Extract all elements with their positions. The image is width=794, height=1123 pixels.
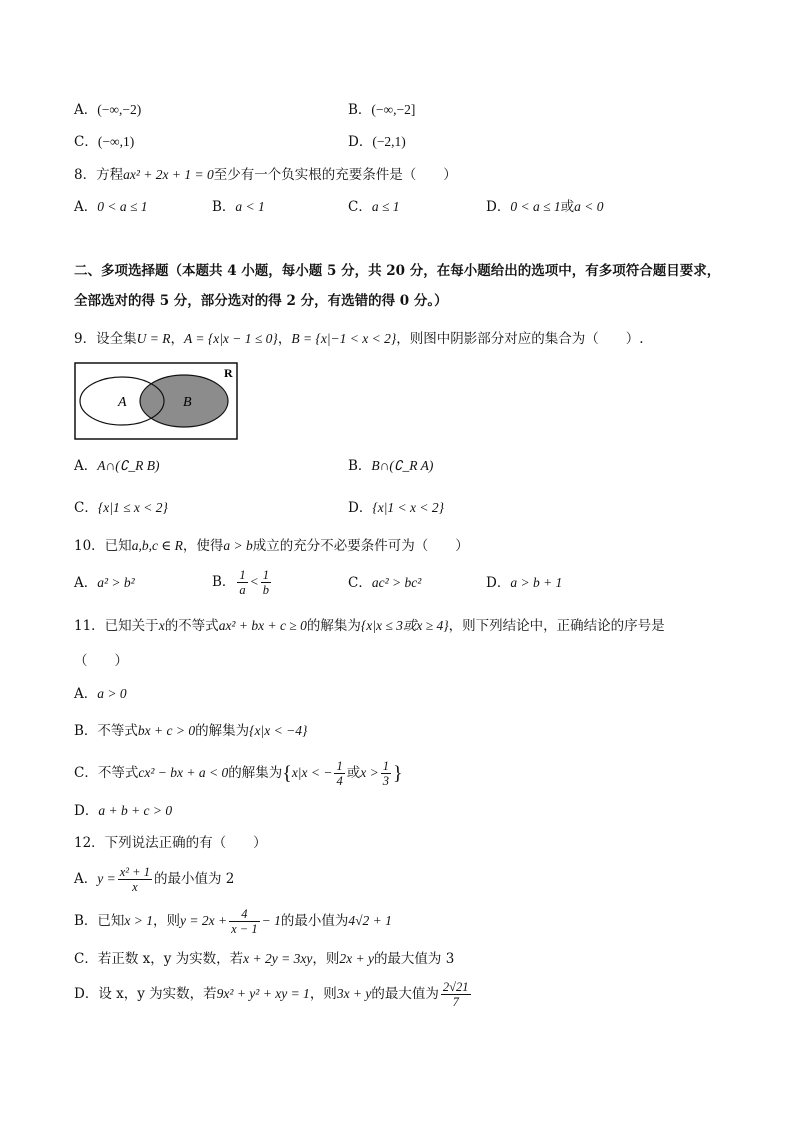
venn-label-r: R xyxy=(224,366,233,380)
q11-option-a: A．a > 0 xyxy=(74,686,127,702)
q11-paren: （ ） xyxy=(74,653,128,669)
q10-option-d: D．a > b + 1 xyxy=(486,575,563,591)
q12-option-d: D．设 x，y 为实数，若9x² + y² + xy = 1，则3x + y的最大值为 $\frac{2√21}{7}$ xyxy=(74,980,469,1009)
q9-option-a: A．A∩(∁_R B) xyxy=(74,458,160,474)
q12-option-a: A．y = $\frac{\text{x² + 1}}{x}$ 的最小值为 2 xyxy=(74,865,235,894)
section-2-heading-line2: 全部选对的得 5 分，部分选对的得 2 分，有选错的得 0 分。） xyxy=(74,293,448,309)
q9-option-c: C．{x|1 ≤ x < 2} xyxy=(74,500,168,516)
q7-option-b: B．(−∞,−2] xyxy=(348,102,416,118)
q9-option-d: D．{x|1 < x < 2} xyxy=(348,500,445,516)
q9-stem: 9．设全集U = R，A = {x|x − 1 ≤ 0}，B = {x|−1 < x < 2}，则图中阴影部分对应的集合为（ ）. xyxy=(74,331,644,347)
q8-option-a: A．0 < a ≤ 1 xyxy=(74,199,148,215)
q12-option-c: C．若正数 x，y 为实数，若x + 2y = 3xy，则2x + y的最大值为 3 xyxy=(74,951,455,967)
q7-option-a: A．(−∞,−2) xyxy=(74,102,142,118)
venn-label-b: B xyxy=(183,395,192,410)
q9-option-b: B．B∩(∁_R A) xyxy=(348,458,434,474)
q8-stem: 8．方程ax² + 2x + 1 = 0至少有一个负实根的充要条件是（ ） xyxy=(74,167,457,183)
section-2-heading-line1: 二、多项选择题（本题共 4 小题，每小题 5 分，共 20 分，在每小题给出的选项中，有多项符合题目要求， xyxy=(74,263,721,279)
q11-option-b: B．不等式bx + c > 0的解集为{x|x < −4} xyxy=(74,723,308,739)
q11-option-d: D．a + b + c > 0 xyxy=(74,803,173,819)
q11-stem: 11．已知关于x的不等式ax² + bx + c ≥ 0的解集为{x|x ≤ 3或x ≥ 4}，则下列结论中，正确结论的序号是 xyxy=(74,618,665,634)
q8-option-c: C．a ≤ 1 xyxy=(348,199,400,215)
venn-diagram xyxy=(74,362,240,442)
q10-option-a: A．a² > b² xyxy=(74,575,135,591)
q8-option-b: B．a < 1 xyxy=(212,199,265,215)
q12-option-b: B．已知x > 1，则y = 2x + $\frac{4}{x - 1}$ − 1的最小值为4√2 + 1 xyxy=(74,907,392,936)
q10-option-c: C．ac² > bc² xyxy=(348,575,422,591)
q7-option-c: C．(−∞,1) xyxy=(74,134,135,150)
q11-option-c: C．不等式cx² − bx + a < 0的解集为{x|x < − $\frac{1}{4}$ 或x > $\frac{1}{3}$ } xyxy=(74,759,403,788)
venn-label-a: A xyxy=(118,395,127,410)
q10-option-b: B． $\frac{1}{a}$ < $\frac{1}{b}$ xyxy=(212,568,270,597)
q10-stem: 10．已知a,b,c ∈ R，使得a > b成立的充分不必要条件可为（ ） xyxy=(74,538,469,554)
q7-option-d: D．(−2,1) xyxy=(348,134,406,150)
q8-option-d: D．0 < a ≤ 1或a < 0 xyxy=(486,199,604,215)
q12-stem: 12．下列说法正确的有（ ） xyxy=(74,835,267,851)
